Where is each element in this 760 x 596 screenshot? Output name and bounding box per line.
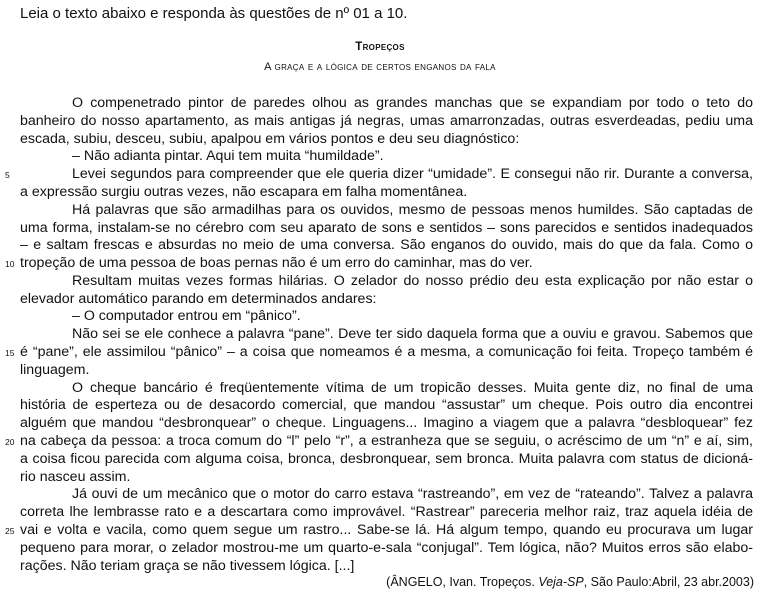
text-line: – O computador entrou em “pânico”. <box>72 308 301 324</box>
citation-publisher: , São Paulo:Abril, 23 abr.2003) <box>583 575 754 589</box>
line-number: 25 <box>5 526 15 536</box>
text-line: rio nasceu assim. <box>20 469 131 485</box>
text-line: Levei segundos para compreender que ele queria dizer “umidade”. E consegui não rir. Durante a conversa, <box>72 166 753 182</box>
text-line: tropeção de uma pessoa de boas pernas não é um erro do caminhar, mas do ver. <box>20 255 533 271</box>
instruction-text: Leia o texto abaixo e responda às questões de nº 01 a 10. <box>20 5 408 22</box>
text-line: Não sei se ele conhece a palavra “pane”. Deve ter sido daquela forma que a ouviu e gravou. Sabemos que <box>72 326 753 342</box>
line-number: 15 <box>5 348 15 358</box>
text-line: uma forma, instalam-se no cérebro com seu aparato de sons e sentidos – sons parecidos e sentidos inadequados <box>20 220 753 236</box>
text-line: vai e volta e vacila, como quem segue um rastro... Sabe-se lá. Há algum tempo, quando eu procurava um lugar <box>20 522 753 538</box>
text-line: história de esperteza ou de desacordo comercial, que mandou “assustar” um cheque. Pois outro dia encontrei <box>20 397 753 413</box>
citation-author: (ÂNGELO, Ivan. Tropeços. <box>386 575 539 589</box>
citation-source: Veja-SP <box>538 575 584 589</box>
text-line: pequeno para morar, o zelador mostrou-me um quarto-e-sala “conjugal”. Tem lógica, não? Muitos erros são elabo- <box>20 540 753 556</box>
line-number: 10 <box>5 259 15 269</box>
text-line: banheiro do nosso apartamento, as mais antigas já negras, umas amarronzadas, outras esverdeadas, pediu uma <box>20 113 753 129</box>
line-number: 5 <box>5 170 10 180</box>
text-line: – e saltam frescas e absurdas no meio de uma conversa. São enganos do ouvido, mais do que da fala. Como o <box>20 237 753 253</box>
text-line: rações. Não teriam graça se não tivessem lógica. [...] <box>20 558 355 574</box>
text-line: escada, subiu, desceu, subiu, apalpou em vários pontos e deu seu diagnóstico: <box>20 131 520 147</box>
text-line: – Não adianta pintar. Aqui tem muita “humildade”. <box>72 148 384 164</box>
text-line: é “pane”, ele assimilou “pânico” – a coisa que nomeamos é a mesma, a comunicação foi feita. Tropeço também é <box>20 344 753 360</box>
text-line: O cheque bancário é freqüentemente vítima de um tropicão desses. Muita gente diz, no final de uma <box>72 380 753 396</box>
text-line: O compenetrado pintor de paredes olhou as grandes manchas que se expandiam por todo o teto do <box>72 95 753 111</box>
article-title: Tropeços <box>355 41 405 53</box>
text-line: elevador automático parando em determinados andares: <box>20 291 377 307</box>
text-line: a expressão surgiu outras vezes, não escapara em falha momentânea. <box>20 184 468 200</box>
text-line: a coisa ficou parecida com alguma coisa, bronca, desbronquear, sem bronca. Muita palavra com status de dicioná- <box>20 451 753 467</box>
article-subtitle: A graça e a lógica de certos enganos da fala <box>264 61 496 73</box>
text-line: Já ouvi de um mecânico que o motor do carro estava “rastreando”, em vez de “rateando”. Talvez a palavra <box>72 486 753 502</box>
line-number: 20 <box>5 437 15 447</box>
text-line: Resultam muitas vezes formas hilárias. O zelador do nosso prédio deu esta explicação por não estar o <box>72 273 753 289</box>
text-line: Há palavras que são armadilhas para os ouvidos, mesmo de pessoas menos humildes. São captadas de <box>72 202 753 218</box>
text-line: correta lhe lembrasse rato e a descartara como improvável. “Rastrear” pareceria melhor raiz, traz aquela idéia de <box>20 504 753 520</box>
text-line: linguagem. <box>20 362 90 378</box>
text-line: alguém que mandou “desbronquear” o cheque. Linguagens... Imagino a viagem que a palavra “desbloquear” fez <box>20 415 753 431</box>
citation <box>386 575 754 589</box>
text-line: na cabeça da pessoa: a troca comum do “l” pelo “r”, a estranheza que se seguiu, o acréscimo de um “n” e aí, sim, <box>20 433 753 449</box>
